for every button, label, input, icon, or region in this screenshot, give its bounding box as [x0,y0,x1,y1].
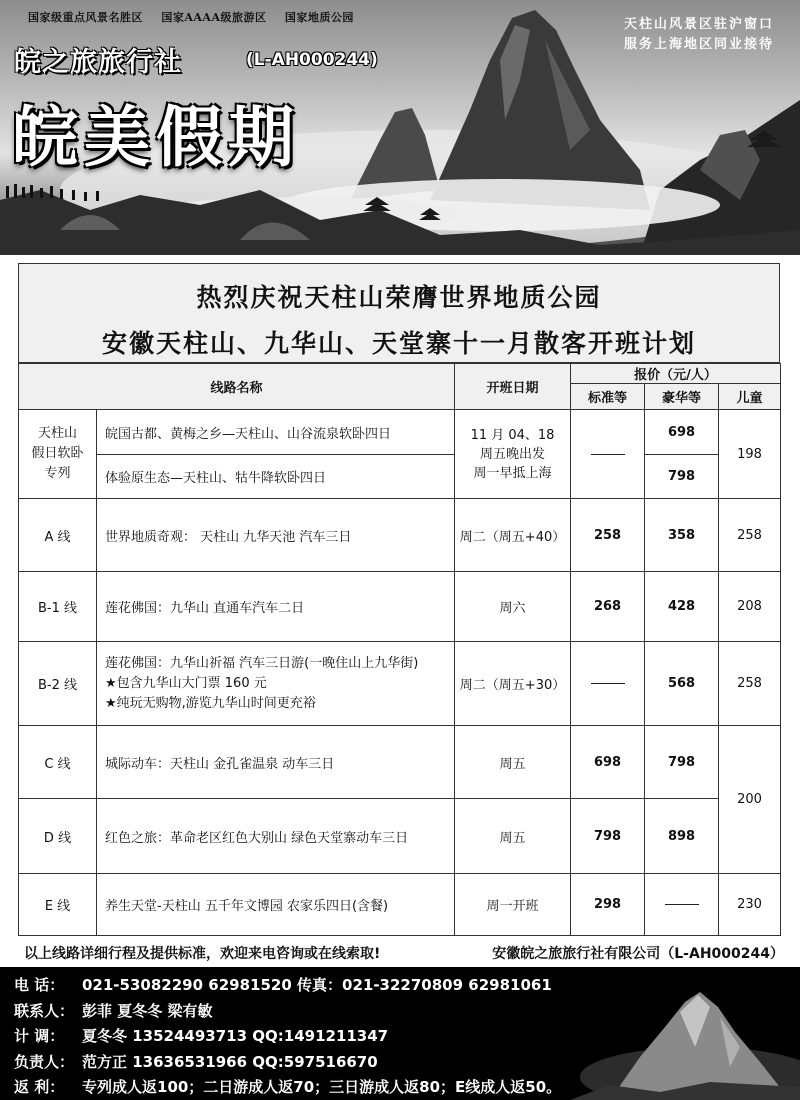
table-row [19,410,781,455]
price-deluxe: 898 [645,799,719,874]
footnote [24,943,784,963]
rebate-label: 返 利： [14,1078,65,1096]
route-name [97,642,455,726]
route-code: D 线 [19,799,97,874]
header-child: 儿童 [719,384,781,410]
price-standard: 798 [571,799,645,874]
table-row [19,874,781,936]
dispatch-info[interactable]: 夏冬冬 13524493713 QQ:1491211347 [82,1027,389,1045]
header-price: 报价（元/人） [571,364,781,384]
table-row [19,455,781,499]
fax-numbers: 021-32270809 62981061 [342,976,552,994]
route-code: E 线 [19,874,97,936]
license-number: (L-AH000244) [246,50,378,70]
mountain-silhouette-image [570,967,800,1100]
contact-row-manager [14,1050,561,1076]
route-code-line: 假日软卧 [31,446,84,461]
price-deluxe: 698 [645,410,719,455]
start-date: 周六 [455,572,571,642]
start-date [455,410,571,499]
price-deluxe: 798 [645,726,719,799]
start-date: 周五 [455,799,571,874]
route-name: 红色之旅：革命老区红色大别山 绿色天堂寨动车三日 [97,799,455,874]
price-child: 258 [719,642,781,726]
phone-label: 电 话： [14,976,65,994]
start-date: 周一开班 [455,874,571,936]
service-note-line-2: 服务上海地区同业接待 [623,37,774,52]
table-row [19,642,781,726]
dash-icon [665,904,699,905]
header-banner [0,0,800,255]
price-deluxe: 798 [645,455,719,499]
price-child: 208 [719,572,781,642]
dash-icon [591,683,625,684]
tag-aaaa: 国家AAAA级旅游区 [161,11,267,24]
route-code-line: 天柱山 [37,426,77,441]
headline-geopark: 热烈庆祝天柱山荣膺世界地质公园 [196,283,602,312]
route-code: B-2 线 [19,642,97,726]
price-child: 258 [719,499,781,572]
routes-table [18,363,781,936]
price-child: 200 [719,726,781,874]
price-deluxe: 358 [645,499,719,572]
dispatch-label: 计 调： [14,1027,65,1045]
manager-label: 负责人： [14,1052,75,1071]
route-code-line: 专列 [44,466,71,481]
price-child: 230 [719,874,781,936]
price-deluxe: 428 [645,572,719,642]
price-standard-empty [571,642,645,726]
route-code: C 线 [19,726,97,799]
rebate-info: 专列成人返100；二日游成人返70；三日游成人返80；E线成人返50。 [82,1078,562,1096]
contact-row-dispatch [14,1024,561,1050]
contact-footer [0,967,800,1100]
route-code: B-1 线 [19,572,97,642]
route-code: A 线 [19,499,97,572]
header-standard: 标准等 [571,384,645,410]
table-row [19,726,781,799]
route-line: ★纯玩无购物,游览九华山时间更充裕 [105,695,316,711]
tag-national-scenic: 国家级重点风景名胜区 [28,11,143,24]
manager-info[interactable]: 范方正 13636531966 QQ:597516670 [82,1052,378,1071]
route-name: 体验原生态—天柱山、牯牛降软卧四日 [97,455,455,499]
schedule-panel [18,263,780,936]
footnote-company: 安徽皖之旅旅行社有限公司（L-AH000244） [492,946,784,962]
price-standard: 698 [571,726,645,799]
header-date: 开班日期 [455,364,571,410]
route-name: 皖国古都、黄梅之乡—天柱山、山谷流泉软卧四日 [97,410,455,455]
price-deluxe-empty [645,874,719,936]
people-label: 联系人： [14,1001,75,1020]
people-names: 彭菲 夏冬冬 梁有敏 [82,1001,213,1020]
start-date: 周二（周五+40） [455,499,571,572]
price-standard: 258 [571,499,645,572]
price-standard: 298 [571,874,645,936]
contact-row-phone [14,973,561,999]
header-deluxe: 豪华等 [645,384,719,410]
service-note-line-1: 天柱山风景区驻沪窗口 [623,17,774,32]
start-date-line: 周五晚出发 [480,446,546,462]
header-route: 线路名称 [19,364,455,410]
price-standard-empty [571,410,645,499]
start-date: 周五 [455,726,571,799]
contact-row-rebate [14,1075,561,1100]
start-date-line: 周一早抵上海 [473,465,552,481]
table-row [19,572,781,642]
route-line: ★包含九华山大门票 160 元 [105,675,267,691]
price-deluxe: 568 [645,642,719,726]
scenic-area-tags [28,9,368,25]
price-child: 198 [719,410,781,499]
footnote-inquiry: 以上线路详细行程及提供标准，欢迎来电咨询或在线索取! [24,946,381,962]
contact-row-people [14,999,561,1025]
route-code [19,410,97,499]
start-date-line: 11 月 04、18 [470,427,555,443]
route-name: 城际动车：天柱山 金孔雀温泉 动车三日 [97,726,455,799]
route-name: 世界地质奇观： 天柱山 九华天池 汽车三日 [97,499,455,572]
route-line: 莲花佛国：九华山祈福 汽车三日游(一晚住山上九华街) [105,655,419,671]
schedule-title-box [18,263,780,363]
tag-geopark: 国家地质公园 [284,11,354,24]
contact-info [14,973,561,1100]
brand-title: 皖美假期 [12,99,300,176]
table-row [19,499,781,572]
start-date: 周二（周五+30） [455,642,571,726]
service-note [624,15,774,55]
agency-name: 皖之旅旅行社 [14,47,182,78]
table-row [19,799,781,874]
phone-numbers[interactable]: 021-53082290 62981520 [82,976,292,994]
route-name: 莲花佛国：九华山 直通车汽车二日 [97,572,455,642]
dash-icon [591,454,625,455]
fax-label: 传真： [297,976,343,994]
price-standard: 268 [571,572,645,642]
headline-schedule: 安徽天柱山、九华山、天堂寨十一月散客开班计划 [101,329,696,358]
route-name: 养生天堂-天柱山 五千年文博园 农家乐四日(含餐) [97,874,455,936]
